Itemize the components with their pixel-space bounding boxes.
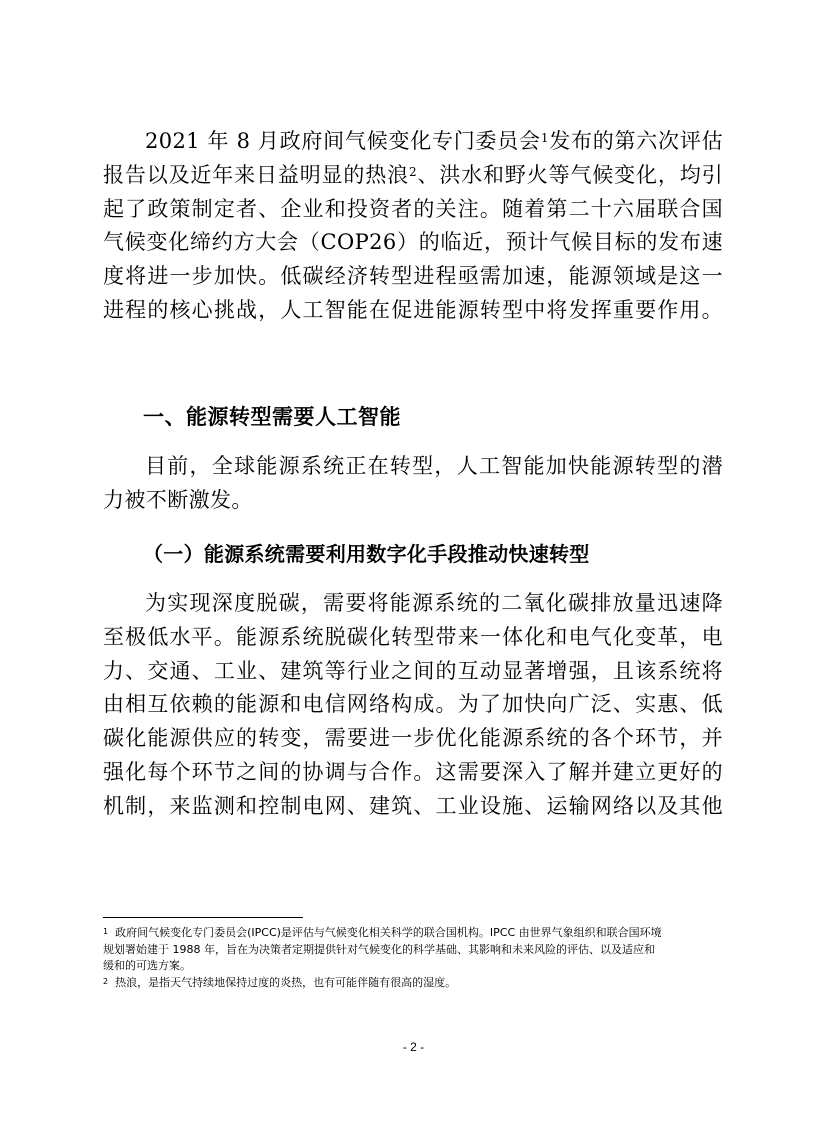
section-heading-1: 一、能源转型需要人工智能 — [143, 405, 401, 429]
paragraph-line: 强化每个环节之间的协调与合作。这需要深入了解并建立更好的 — [103, 759, 723, 784]
footnote-line: $^2$ 热浪，是指天气持续地保持过度的炎热，也有可能伴随有很高的湿度。 — [103, 976, 457, 989]
paragraph-line: 进程的核心挑战，人工智能在促进能源转型中将发挥重要作用。 — [103, 297, 723, 322]
subsection-paragraph — [103, 587, 723, 824]
footnote-1 — [103, 925, 727, 975]
section-intro-paragraph — [103, 450, 723, 518]
footnote-line: $^1$ 政府间气候变化专门委员会(IPCC)是评估与气候变化相关科学的联合国机构。IPCC 由世界气象组织和联合国环境 — [103, 926, 662, 939]
page-number: - 2 - — [402, 1040, 425, 1054]
footnote-line: 缓和的可选方案。 — [103, 959, 191, 973]
footnote-mark: 1 — [103, 927, 109, 936]
paragraph-line: 2021 年 8 月政府间气候变化专门委员会$^1$发布的第六次评估 — [145, 129, 723, 153]
paragraph-line: 为实现深度脱碳，需要将能源系统的二氧化碳排放量迅速降 — [145, 591, 723, 615]
paragraph-line: 度将进一步加快。低碳经济转型进程亟需加速，能源领域是这一 — [103, 264, 723, 289]
paragraph-line: 力被不断激发。 — [103, 487, 253, 512]
paragraph-line: 至极低水平。能源系统脱碳化转型带来一体化和电气化变革，电 — [103, 624, 723, 649]
paragraph-line: 机制，来监测和控制电网、建筑、工业设施、运输网络以及其他 — [103, 793, 723, 818]
footnote-ref-1[interactable]: 1 — [540, 131, 549, 145]
footnote-divider — [103, 917, 303, 918]
paragraph-line: 力、交通、工业、建筑等行业之间的互动显著增强，且该系统将 — [103, 658, 723, 683]
paragraph-line: 气候变化缔约方大会（COP26）的临近，预计气候目标的发布速 — [103, 230, 723, 255]
paragraph-line: 碳化能源供应的转变，需要进一步优化能源系统的各个环节，并 — [103, 726, 723, 751]
paragraph-line: 起了政策制定者、企业和投资者的关注。随着第二十六届联合国 — [103, 196, 723, 221]
paragraph-line: 报告以及近年来日益明显的热浪$^2$、洪水和野火等气候变化，均引 — [103, 162, 723, 187]
footnote-line: 规划署始建于 1988 年，旨在为决策者定期提供针对气候变化的科学基础、其影响和未来风险的评估、以及适应和 — [103, 942, 655, 956]
subsection-heading-1: （一）能源系统需要利用数字化手段推动快速转型 — [143, 542, 590, 566]
paragraph-line: 由相互依赖的能源和电信网络构成。为了加快向广泛、实惠、低 — [103, 692, 723, 717]
intro-paragraph — [103, 125, 723, 328]
paragraph-line: 目前，全球能源系统正在转型，人工智能加快能源转型的潜 — [145, 454, 723, 478]
footnote-mark: 2 — [103, 977, 109, 986]
footnote-ref-2[interactable]: 2 — [408, 164, 418, 179]
footnote-2 — [103, 975, 727, 992]
